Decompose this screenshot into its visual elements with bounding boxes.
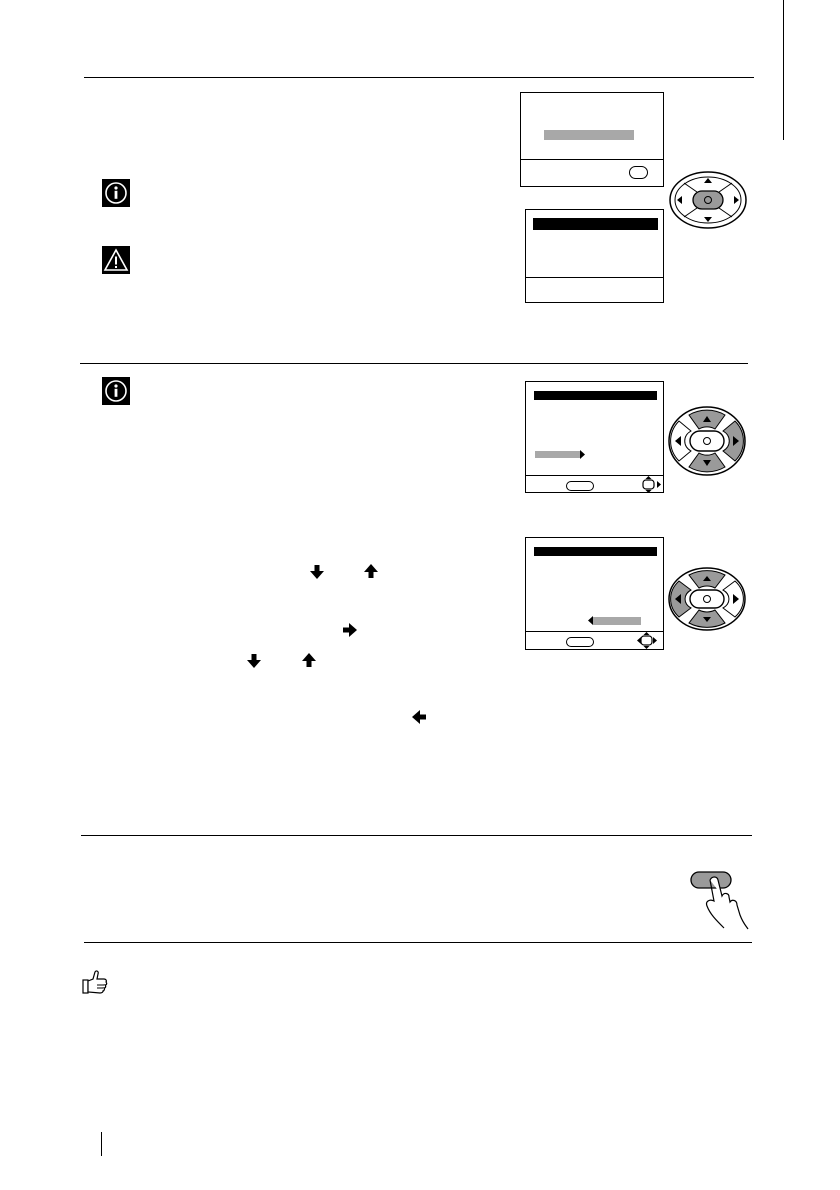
- ok-button-indicator: [629, 166, 648, 179]
- tv-screen-3: [525, 381, 664, 493]
- info-icon: [102, 179, 130, 207]
- page-edge-line: [783, 0, 784, 140]
- tv-screen-2: [525, 209, 664, 303]
- screen-footer-line: [526, 277, 663, 278]
- navigate-icon: [640, 476, 662, 493]
- arrow-down-icon: [247, 654, 261, 668]
- ok-button-indicator: [566, 481, 594, 491]
- menu-title-bar: [533, 218, 658, 230]
- tv-screen-4: [525, 537, 664, 650]
- section-3-rule: [81, 835, 752, 836]
- arrow-up-icon: [364, 564, 378, 578]
- remote-dpad-icon[interactable]: [667, 405, 747, 477]
- screen-footer-line: [521, 159, 663, 160]
- warning-icon: [102, 246, 130, 274]
- highlight-bar: [544, 130, 634, 140]
- info-icon: [102, 377, 130, 405]
- selected-value-bar: [593, 617, 641, 625]
- arrow-right-icon: [579, 450, 585, 459]
- margin-marker: [101, 1132, 102, 1156]
- ok-button-indicator: [566, 637, 594, 647]
- selected-item-bar: [535, 451, 580, 458]
- arrow-up-icon: [302, 653, 316, 667]
- section-4-rule: [84, 942, 752, 943]
- arrow-left-icon: [412, 710, 426, 724]
- section-2-rule: [80, 363, 748, 364]
- section-1-rule: [84, 77, 754, 78]
- remote-dpad-icon[interactable]: [667, 566, 747, 632]
- hand-pressing-button-icon[interactable]: [688, 868, 750, 930]
- navigate-icon: [636, 632, 658, 649]
- arrow-right-icon: [343, 623, 357, 637]
- menu-title-bar: [534, 391, 657, 400]
- remote-dpad-icon[interactable]: [668, 170, 748, 230]
- tv-screen-1: [520, 92, 664, 187]
- thumbs-up-icon: [82, 969, 108, 995]
- arrow-down-icon: [310, 565, 324, 579]
- menu-title-bar: [534, 547, 657, 556]
